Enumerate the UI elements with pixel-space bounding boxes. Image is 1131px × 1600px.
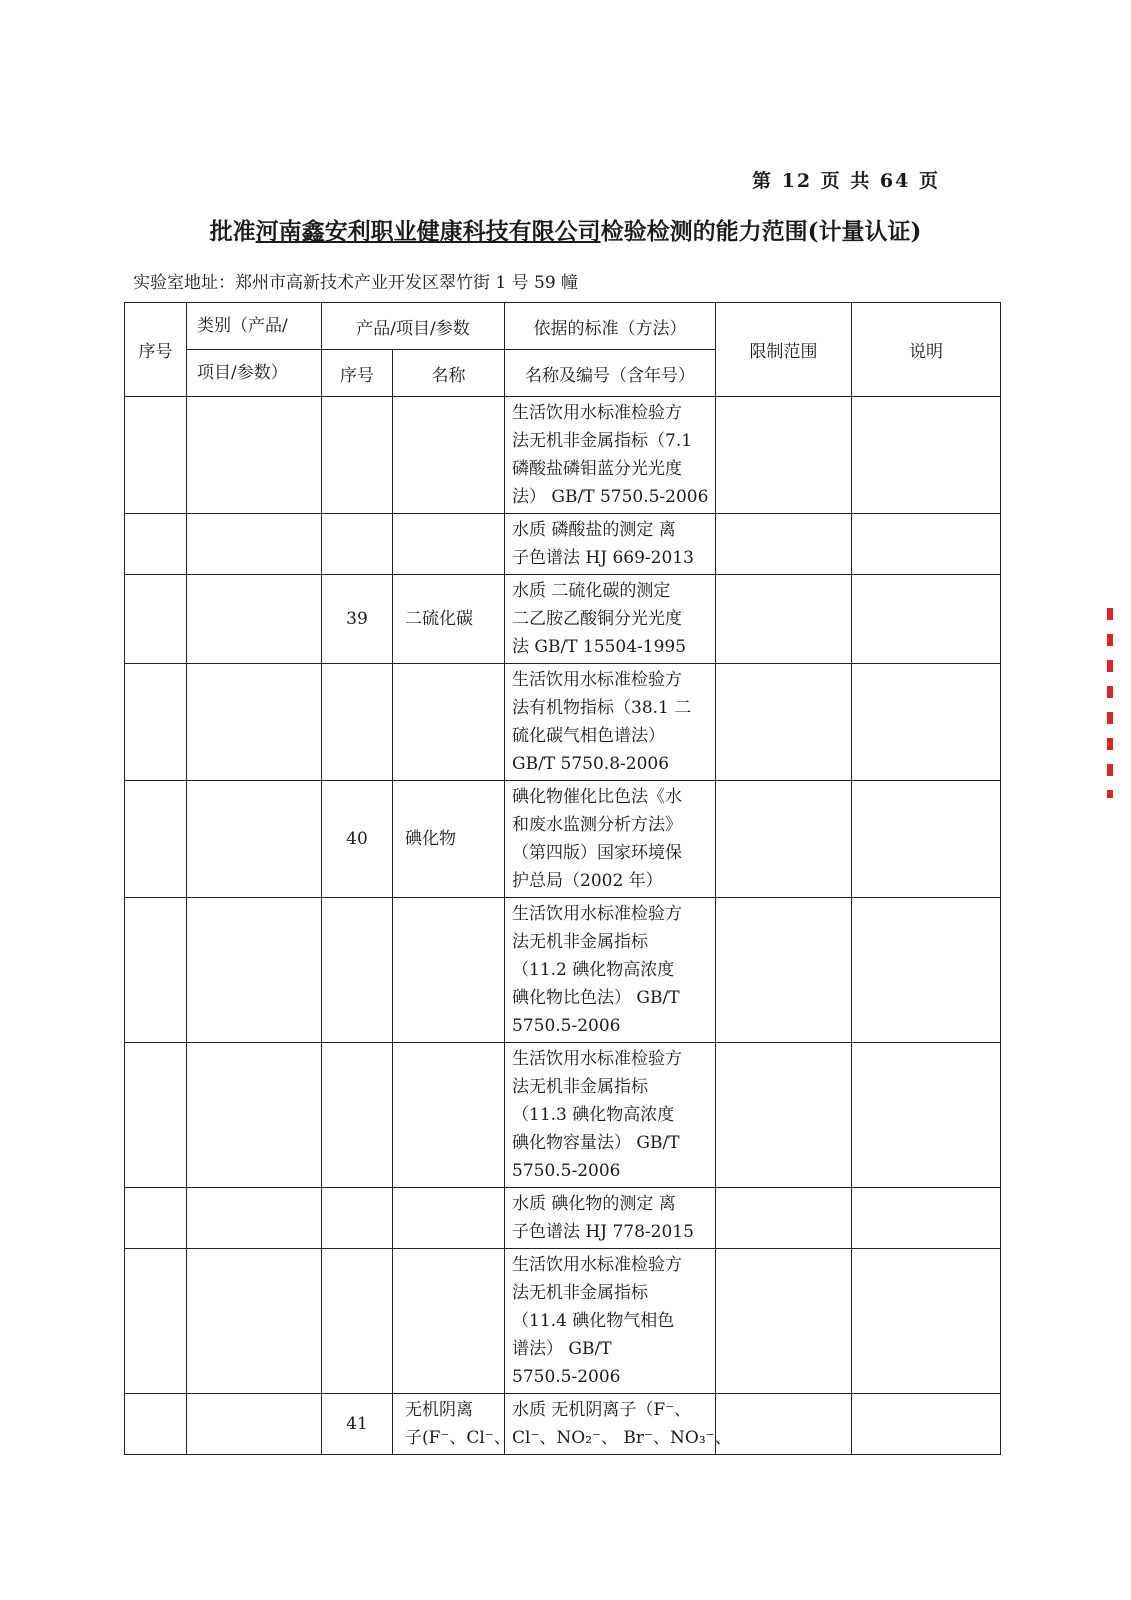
cell-category [187, 1043, 322, 1188]
product-name-line: 子(F⁻、Cl⁻、 [405, 1428, 511, 1448]
cell-category [187, 1249, 322, 1394]
cell-note [852, 514, 1001, 575]
standard-line: 法无机非金属指标 [512, 1077, 648, 1097]
header-standard-line1: 依据的标准（方法） [505, 303, 716, 350]
cell-product-seq: 41 [322, 1394, 393, 1455]
header-limit: 限制范围 [716, 303, 852, 397]
standard-line: 水质 无机阴离子（F⁻、 [512, 1400, 692, 1420]
cell-note [852, 397, 1001, 514]
standard-line: （第四版）国家环境保 [512, 843, 682, 863]
cell-note [852, 664, 1001, 781]
cell-product-seq [322, 1188, 393, 1249]
cell-limit [716, 575, 852, 664]
cell-product-name [393, 397, 505, 514]
standard-line: 硫化碳气相色谱法） [512, 726, 665, 746]
cell-seq [125, 514, 187, 575]
cell-seq [125, 781, 187, 898]
cell-standard [505, 664, 716, 781]
standard-line: （11.3 碘化物高浓度 [512, 1105, 675, 1125]
cell-note [852, 1043, 1001, 1188]
table-row [125, 898, 1001, 1043]
standard-line: 生活饮用水标准检验方 [512, 904, 682, 924]
cell-seq [125, 1188, 187, 1249]
cell-limit [716, 1188, 852, 1249]
cell-category [187, 781, 322, 898]
standard-line: GB/T 5750.8-2006 [512, 754, 670, 774]
standard-line: Cl⁻、NO₂⁻、 Br⁻、NO₃⁻、 [512, 1428, 732, 1448]
cell-product-seq: 39 [322, 575, 393, 664]
cell-limit [716, 397, 852, 514]
standard-line: 子色谱法 HJ 778-2015 [512, 1222, 694, 1242]
table-row [125, 664, 1001, 781]
cell-category [187, 898, 322, 1043]
cell-product-seq [322, 1043, 393, 1188]
cell-product-seq [322, 397, 393, 514]
cell-standard [505, 1043, 716, 1188]
cell-category [187, 397, 322, 514]
table-row [125, 1188, 1001, 1249]
cell-product-name [393, 514, 505, 575]
standard-line: 法有机物指标（38.1 二 [512, 698, 692, 718]
table-row [125, 1249, 1001, 1394]
cell-category [187, 664, 322, 781]
cell-category [187, 1188, 322, 1249]
cell-standard [505, 781, 716, 898]
standard-line: 生活饮用水标准检验方 [512, 670, 682, 690]
cell-product-name [393, 1188, 505, 1249]
cell-seq [125, 575, 187, 664]
standard-line: 碘化物催化比色法《水 [512, 787, 682, 807]
title-organization: 河南鑫安利职业健康科技有限公司 [255, 218, 601, 245]
lab-address: 实验室地址：郑州市高新技术产业开发区翠竹街 1 号 59 幢 [133, 273, 579, 293]
cell-product-seq [322, 664, 393, 781]
standard-line: 磷酸盐磷钼蓝分光光度 [512, 459, 682, 479]
standard-line: （11.2 碘化物高浓度 [512, 960, 675, 980]
title-prefix: 批准 [209, 218, 256, 245]
standard-line: 生活饮用水标准检验方 [512, 1049, 682, 1069]
cell-product-name: 二硫化碳 [393, 575, 505, 664]
standard-line: 护总局（2002 年） [512, 871, 663, 891]
cell-category [187, 575, 322, 664]
seal-stamp-edge [1107, 608, 1113, 798]
cell-note [852, 1188, 1001, 1249]
capability-scope-table [124, 302, 1001, 1455]
header-standard-line2: 名称及编号（含年号） [505, 350, 716, 397]
cell-limit [716, 664, 852, 781]
cell-category [187, 514, 322, 575]
cell-seq [125, 1249, 187, 1394]
standard-line: 5750.5-2006 [512, 1016, 621, 1036]
standard-line: 水质 磷酸盐的测定 离 [512, 520, 676, 540]
table-row [125, 397, 1001, 514]
table-row [125, 781, 1001, 898]
standard-line: 生活饮用水标准检验方 [512, 1255, 682, 1275]
cell-product-name [393, 898, 505, 1043]
cell-standard [505, 514, 716, 575]
standard-line: 生活饮用水标准检验方 [512, 403, 682, 423]
document-title [0, 213, 1131, 246]
cell-note [852, 1249, 1001, 1394]
standard-line: 法） GB/T 5750.5-2006 [512, 487, 709, 507]
page-number: 第 12 页 共 64 页 [752, 170, 940, 192]
cell-product-name [393, 664, 505, 781]
standard-line: 碘化物容量法） GB/T [512, 1133, 680, 1153]
product-name-line: 无机阴离 [405, 1400, 473, 1420]
cell-product-seq [322, 1249, 393, 1394]
standard-line: 子色谱法 HJ 669-2013 [512, 548, 694, 568]
cell-note [852, 575, 1001, 664]
cell-seq [125, 898, 187, 1043]
table-row [125, 514, 1001, 575]
cell-product-name [393, 1394, 511, 1455]
cell-product-name: 碘化物 [393, 781, 505, 898]
table-row [125, 1043, 1001, 1188]
cell-standard [505, 1394, 732, 1455]
cell-limit [716, 781, 852, 898]
standard-line: 水质 碘化物的测定 离 [512, 1194, 676, 1214]
cell-product-seq: 40 [322, 781, 393, 898]
header-product-group: 产品/项目/参数 [322, 303, 505, 350]
cell-seq [125, 1394, 187, 1455]
header-category-line2: 项目/参数） [187, 350, 322, 397]
cell-limit [716, 898, 852, 1043]
standard-line: （11.4 碘化物气相色 [512, 1311, 675, 1331]
table-row [125, 575, 1001, 664]
cell-limit [716, 1394, 852, 1455]
cell-category [187, 1394, 322, 1455]
standard-line: 法无机非金属指标 [512, 1283, 648, 1303]
standard-line: 法无机非金属指标 [512, 932, 648, 952]
standard-line: 和废水监测分析方法》 [512, 815, 682, 835]
cell-seq [125, 1043, 187, 1188]
cell-product-name [393, 1043, 505, 1188]
cell-standard [505, 575, 716, 664]
standard-line: 5750.5-2006 [512, 1161, 621, 1181]
header-product-name: 名称 [393, 350, 505, 397]
standard-line: 二乙胺乙酸铜分光光度 [512, 609, 682, 629]
table-row [125, 1394, 1001, 1455]
standard-line: 碘化物比色法） GB/T [512, 988, 680, 1008]
standard-line: 5750.5-2006 [512, 1367, 621, 1387]
standard-line: 谱法） GB/T [512, 1339, 612, 1359]
cell-note [852, 898, 1001, 1043]
standard-line: 法 GB/T 15504-1995 [512, 637, 687, 657]
cell-limit [716, 1249, 852, 1394]
cell-note [852, 1394, 1001, 1455]
cell-standard [505, 1188, 716, 1249]
cell-limit [716, 1043, 852, 1188]
cell-standard [505, 898, 716, 1043]
header-note: 说明 [852, 303, 1001, 397]
header-product-seq: 序号 [322, 350, 393, 397]
cell-product-name [393, 1249, 505, 1394]
title-suffix: 检验检测的能力范围(计量认证) [600, 218, 922, 245]
cell-standard [505, 397, 716, 514]
standard-line: 法无机非金属指标（7.1 [512, 431, 693, 451]
standard-line: 水质 二硫化碳的测定 [512, 581, 671, 601]
cell-limit [716, 514, 852, 575]
cell-product-seq [322, 514, 393, 575]
cell-note [852, 781, 1001, 898]
header-category-line1: 类别（产品/ [187, 303, 322, 350]
cell-seq [125, 397, 187, 514]
header-seq: 序号 [125, 303, 187, 397]
cell-product-seq [322, 898, 393, 1043]
cell-standard [505, 1249, 716, 1394]
cell-seq [125, 664, 187, 781]
